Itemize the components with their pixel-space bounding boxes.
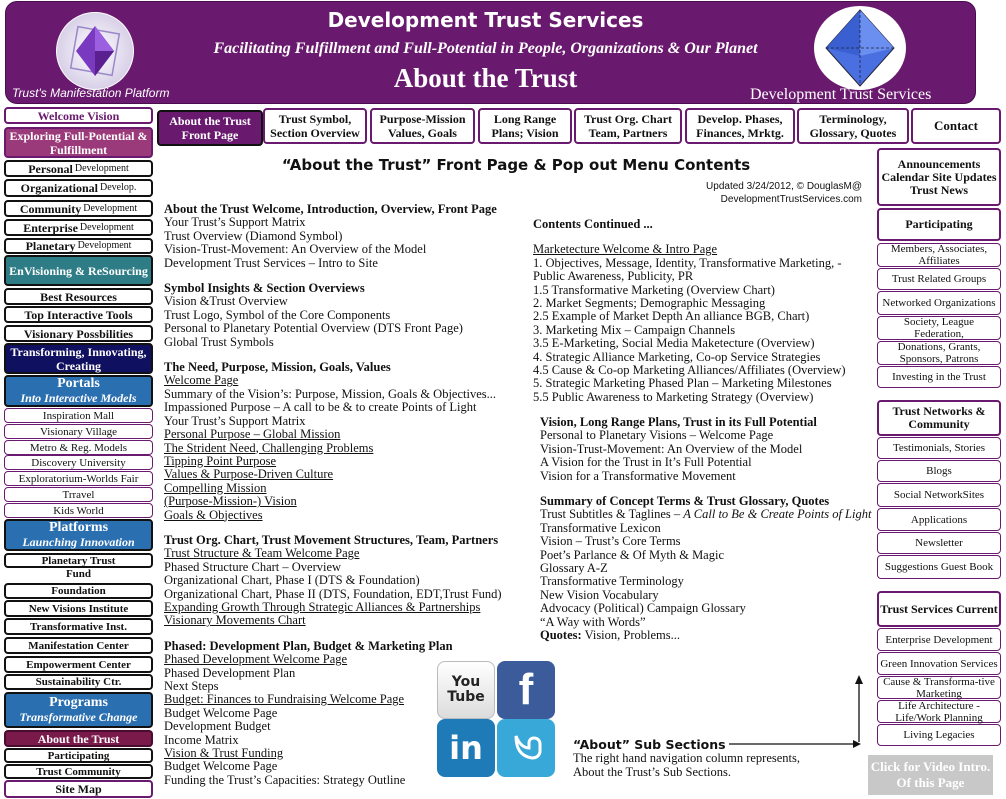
contents-link[interactable]: Phased Development Welcome Page — [164, 652, 348, 667]
contents-link[interactable]: Personal to Planetary Visions – Welcome Page — [540, 428, 774, 443]
contents-link[interactable]: 4. Strategic Alliance Marketing, Co-op Service Strategies — [533, 349, 821, 364]
contents-link[interactable]: Glossary A-Z — [540, 561, 608, 576]
section-heading: Symbol Insights & Section Overviews — [164, 281, 365, 296]
contents-link[interactable]: 1.5 Transformative Marketing (Overview Chart) — [533, 282, 775, 297]
nav-platforms[interactable]: Platforms Launching Innovation — [4, 519, 153, 551]
contents-link[interactable]: Expanding Growth Through Strategic Alliances & Partnerships — [164, 599, 481, 614]
video-intro-button[interactable]: Click for Video Intro. Of this Page — [868, 755, 993, 795]
contents-link[interactable]: Vision for a Transformative Movement — [540, 468, 736, 483]
nav-organizational[interactable]: Organizational Develop. — [4, 179, 153, 197]
sub-sections-title: “About” Sub Sections — [573, 737, 726, 752]
nav-empowerment-center[interactable]: Empowerment Center — [4, 656, 153, 673]
rnav-investing[interactable]: Investing in the Trust — [877, 366, 1001, 388]
rnav-networked-orgs[interactable]: Networked Organizations — [877, 291, 1001, 315]
nav-enterprise[interactable]: Enterprise Development — [4, 219, 153, 236]
contents-link[interactable]: Compelling Mission — [164, 480, 267, 495]
contents-link[interactable]: Tipping Point Purpose — [164, 453, 277, 468]
section-heading: Contents Continued ... — [533, 217, 653, 231]
section-heading: Phased: Development Plan, Budget & Marketing Plan — [164, 638, 453, 653]
rnav-enterprise-dev[interactable]: Enterprise Development — [877, 628, 1001, 651]
rnav-announcements[interactable]: Announcements Calendar Site Updates Trust News — [877, 148, 1001, 206]
contents-link[interactable]: Phased Structure Chart – Overview — [164, 559, 342, 574]
section-heading: Summary of Concept Terms & Trust Glossary, Quotes — [540, 494, 830, 509]
nav-planetary-trust[interactable]: Planetary Trust — [4, 553, 153, 568]
site-subtitle: Facilitating Fulfillment and Full-Potential in People, Organizations & Our Planet — [213, 40, 758, 57]
tab-contact[interactable]: Contact — [911, 108, 1001, 144]
contents-link[interactable]: Transformative Lexicon — [540, 520, 661, 535]
contents-link[interactable]: 5.5 Public Awareness to Marketing Strategy (Overview) — [533, 389, 814, 404]
nav-sustainability-ctr[interactable]: Sustainability Ctr. — [4, 674, 153, 690]
rnav-social-networks[interactable]: Social NetworkSites — [877, 483, 1001, 507]
contents-link[interactable]: Trust Subtitles & Taglines – A Call to Be & Create Points of Light — [540, 507, 872, 522]
contents-link[interactable]: Budget Welcome Page — [164, 759, 278, 774]
contents-link[interactable]: 4.5 Cause & Co-op Marketing Alliances/Affiliates (Overview) — [533, 363, 846, 378]
contents-heading: “About the Trust” Front Page & Pop out Menu Contents — [281, 156, 751, 174]
nav-participating[interactable]: Participating — [4, 748, 153, 763]
contents-link[interactable]: Values & Purpose-Driven Culture — [164, 467, 334, 482]
rnav-life-architecture[interactable]: Life Architecture - Life/Work Planning — [877, 700, 1001, 723]
contents-link[interactable]: The Strident Need, Challenging Problems — [164, 440, 374, 455]
contents-link[interactable]: Advocacy (Political) Campaign Glossary — [540, 601, 746, 616]
tab-long-range-plans[interactable]: Long Range Plans; Vision — [478, 108, 572, 144]
nav-planetary[interactable]: Planetary Development — [4, 238, 153, 254]
platform-label: Trust's Manifestation Platform — [12, 86, 170, 100]
updated-note: Updated 3/24/2012, © DouglasM@ DevelopmentTrustServices.com — [706, 181, 862, 205]
contents-link[interactable]: Income Matrix — [164, 732, 239, 747]
tab-develop-phases[interactable]: Develop. Phases, Finances, Mrktg. — [685, 108, 795, 144]
facebook-icon[interactable]: f — [497, 661, 555, 719]
contents-link[interactable]: Development Trust Services – Intro to Site — [164, 255, 378, 270]
contents-right-column-marketing — [533, 218, 878, 404]
contents-link[interactable]: Impassioned Purpose – A call to be & to create Points of Light — [164, 400, 477, 415]
contents-link[interactable]: Organizational Chart, Phase I (DTS & Foundation) — [164, 573, 420, 588]
nav-personal[interactable]: Personal Development — [4, 160, 153, 177]
section-heading: Quotes: Vision, Problems... — [540, 628, 681, 643]
nav-community[interactable]: Community Development — [4, 200, 153, 217]
nav-travel[interactable]: Trravel — [4, 487, 153, 502]
contents-link[interactable]: Your Trust’s Support Matrix — [164, 413, 306, 428]
contents-link[interactable]: Visionary Movements Chart — [164, 613, 306, 628]
contents-link[interactable]: Summary of the Vision’s: Purpose, Mission, Goals & Objectives... — [164, 386, 496, 401]
contents-link[interactable]: Budget Welcome Page — [164, 705, 278, 720]
nav-site-map[interactable]: Site Map — [4, 780, 153, 798]
contents-link[interactable]: Personal to Planetary Potential Overview (DTS Front Page) — [164, 321, 463, 336]
nav-best-resources[interactable]: Best Resources — [4, 288, 153, 305]
tab-purpose-mission[interactable]: Purpose-Mission Values, Goals — [370, 108, 475, 144]
nav-about-the-trust[interactable]: About the Trust — [4, 730, 153, 747]
section-heading: Vision, Long Range Plans, Trust in its Full Potential — [540, 416, 817, 429]
site-title: Development Trust Services — [327, 8, 644, 32]
contents-link[interactable]: Marketecture Welcome & Intro Page — [533, 242, 718, 257]
contents-link[interactable]: A Vision for the Trust in It’s Full Potential — [540, 455, 752, 470]
contents-link[interactable]: Phased Development Plan — [164, 665, 296, 680]
contents-link[interactable]: 1. Objectives, Message, Identity, Transformative Marketing, - — [533, 255, 842, 270]
contents-link[interactable]: Your Trust’s Support Matrix — [164, 215, 306, 230]
rnav-blogs[interactable]: Blogs — [877, 460, 1001, 482]
nav-trust-community[interactable]: Trust Community — [4, 764, 153, 779]
rnav-cause-marketing[interactable]: Cause & Transforma-tive Marketing — [877, 676, 1001, 699]
tab-org-chart[interactable]: Trust Org. Chart Team, Partners — [574, 108, 682, 144]
contents-link[interactable]: Global Trust Symbols — [164, 334, 274, 349]
rnav-participating[interactable]: Participating — [877, 208, 1001, 241]
contents-link[interactable]: Poet’s Parlance & Of Myth & Magic — [540, 547, 724, 562]
contents-link[interactable]: Organizational Chart, Phase II (DTS, Foundation, EDT,Trust Fund) — [164, 586, 502, 601]
rnav-donations[interactable]: Donations, Grants, Sponsors, Patrons — [877, 341, 1001, 365]
nav-exploring[interactable]: Exploring Full-Potential & Fulfillment — [4, 127, 153, 158]
contents-link[interactable]: 2. Market Segments; Demographic Messaging — [533, 296, 766, 311]
contents-link[interactable]: Vision-Trust-Movement: An Overview of the Model — [164, 242, 427, 257]
rnav-trust-services[interactable]: Trust Services Current — [877, 591, 1001, 627]
contents-link[interactable]: Vision &Trust Overview — [164, 294, 288, 309]
nav-programs[interactable]: Programs Transformative Change — [4, 692, 153, 728]
rnav-applications[interactable]: Applications — [877, 508, 1001, 531]
contents-link[interactable]: New Vision Vocabulary — [540, 587, 659, 602]
section-heading: The Need, Purpose, Mission, Goals, Values — [164, 360, 391, 375]
rnav-networks-community[interactable]: Trust Networks & Community — [877, 400, 1001, 436]
nav-inspiration-mall[interactable]: Inspiration Mall — [4, 408, 153, 423]
contents-link[interactable]: (Purpose-Mission-) Vision — [164, 494, 297, 509]
rnav-related-groups[interactable]: Trust Related Groups — [877, 268, 1001, 290]
nav-top-tools[interactable]: Top Interactive Tools — [4, 306, 153, 323]
rnav-society[interactable]: Society, League Federation, — [877, 316, 1001, 340]
section-heading: About the Trust Welcome, Introduction, Overview, Front Page — [164, 202, 497, 216]
nav-fund[interactable]: Fund — [65, 568, 92, 580]
tab-symbol-overview[interactable]: Trust Symbol, Section Overview — [263, 108, 367, 144]
tab-about-front-page[interactable]: About the Trust Front Page — [157, 110, 263, 146]
contents-link[interactable]: Personal Purpose – Global Mission — [164, 427, 341, 442]
brand-label: Development Trust Services — [750, 86, 932, 103]
nav-kids-world[interactable]: Kids World — [4, 503, 153, 518]
rnav-green-innovation[interactable]: Green Innovation Services — [877, 652, 1001, 675]
twitter-bird-icon — [506, 728, 546, 768]
nav-exploratorium[interactable]: Exploratorium-Worlds Fair — [4, 471, 153, 486]
twitter-icon[interactable] — [497, 719, 555, 777]
contents-link[interactable]: Funding the Trust’s Capacities: Strategy Outline — [164, 772, 406, 787]
nav-transformative-inst[interactable]: Transformative Inst. — [4, 618, 153, 635]
nav-transforming[interactable]: Transforming, Innovating, Creating — [4, 343, 153, 374]
contents-link[interactable]: Next Steps — [164, 679, 219, 693]
section-heading: Trust Org. Chart, Trust Movement Structures, Team, Partners — [164, 532, 499, 547]
contents-link[interactable]: 5. Strategic Marketing Phased Plan – Marketing Milestones — [533, 376, 832, 391]
contents-link[interactable]: 2.5 Example of Market Depth An alliance BGB, Chart) — [533, 309, 810, 324]
contents-link[interactable]: Transformative Terminology — [540, 574, 684, 589]
nav-envisioning[interactable]: EnVisioning & ReSourcing — [4, 255, 153, 286]
tab-terminology[interactable]: Terminology, Glossary, Quotes — [797, 108, 909, 144]
item-extra: A Call to Be & Create Points of Light — [683, 507, 872, 522]
contents-link[interactable]: 3.5 E-Marketing, Social Media Maketecture (Overview) — [533, 336, 815, 351]
contents-link[interactable]: Trust Overview (Diamond Symbol) — [164, 228, 343, 243]
rnav-living-legacies[interactable]: Living Legacies — [877, 724, 1001, 746]
contents-link[interactable]: Vision-Trust-Movement: An Overview of the Model — [540, 441, 803, 456]
nav-manifestation-center[interactable]: Manifestation Center — [4, 637, 153, 654]
rnav-guest-book[interactable]: Suggestions Guest Book — [877, 555, 1001, 579]
contents-link[interactable]: Vision – Trust’s Core Terms — [540, 534, 681, 549]
rnav-testimonials[interactable]: Testimonials, Stories — [877, 437, 1001, 459]
nav-welcome-vision[interactable]: Welcome Vision — [4, 107, 153, 124]
contents-link[interactable]: Development Budget — [164, 719, 271, 734]
nav-portals[interactable]: Portals Into Interactive Models — [4, 375, 153, 407]
contents-link[interactable]: Welcome Page — [164, 373, 239, 388]
contents-right-column-vision — [540, 416, 878, 643]
youtube-icon[interactable]: You Tube — [437, 661, 495, 719]
contents-link[interactable]: 3. Marketing Mix – Campaign Channels — [533, 322, 736, 337]
item-extra: Vision, Problems... — [581, 628, 681, 643]
contents-link[interactable]: Vision & Trust Funding — [164, 746, 284, 761]
contents-link[interactable]: Goals & Objectives — [164, 507, 263, 522]
nav-new-visions-institute[interactable]: New Visions Institute — [4, 600, 153, 617]
contents-link[interactable]: “A Way with Words” — [540, 614, 646, 629]
nav-visionary-possibilities[interactable]: Visionary Possbilities — [4, 325, 153, 342]
page-title: About the Trust — [393, 63, 578, 93]
sub-sections-text: The right hand navigation column represents, About the Trust’s Sub Sections. — [573, 751, 801, 779]
nav-visionary-village[interactable]: Visionary Village — [4, 424, 153, 439]
rnav-newsletter[interactable]: Newsletter — [877, 532, 1001, 554]
linkedin-icon[interactable]: in — [437, 719, 495, 777]
contents-link[interactable]: Trust Logo, Symbol of the Core Components — [164, 307, 391, 322]
contents-link[interactable]: Public Awareness, Publicity, PR — [533, 269, 694, 284]
contents-link[interactable]: Trust Structure & Team Welcome Page — [164, 546, 360, 561]
nav-metro-models[interactable]: Metro & Reg. Models — [4, 440, 153, 455]
pointer-arrow-icon — [725, 672, 865, 752]
contents-link[interactable]: Budget: Finances to Fundraising Welcome Page — [164, 692, 405, 707]
nav-discovery-university[interactable]: Discovery University — [4, 455, 153, 470]
nav-foundation[interactable]: Foundation — [4, 583, 153, 599]
rnav-members[interactable]: Members, Associates, Affiliates — [877, 243, 1001, 267]
